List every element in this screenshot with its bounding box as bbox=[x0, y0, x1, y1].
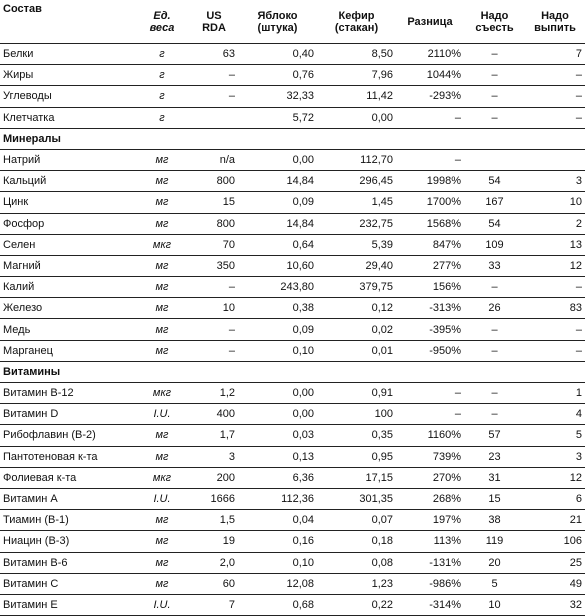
us-rda-value: – bbox=[190, 65, 238, 86]
weight-unit: мг bbox=[134, 425, 190, 446]
us-rda-value: 400 bbox=[190, 404, 238, 425]
need-drink-value: 2 bbox=[525, 213, 585, 234]
weight-unit: мг bbox=[134, 192, 190, 213]
us-rda-value: 70 bbox=[190, 234, 238, 255]
difference-value: – bbox=[396, 107, 464, 128]
weight-unit: г bbox=[134, 107, 190, 128]
need-drink-value: 5 bbox=[525, 425, 585, 446]
table-row bbox=[0, 383, 585, 404]
need-drink-value: 4 bbox=[525, 404, 585, 425]
table-row bbox=[0, 234, 585, 255]
apple-value: 10,60 bbox=[238, 255, 317, 276]
need-drink-value: – bbox=[525, 107, 585, 128]
kefir-value: 7,96 bbox=[317, 65, 396, 86]
table-row bbox=[0, 255, 585, 276]
kefir-value: 8,50 bbox=[317, 44, 396, 65]
weight-unit: I.U. bbox=[134, 488, 190, 509]
need-drink-value: 12 bbox=[525, 255, 585, 276]
kefir-value: 29,40 bbox=[317, 255, 396, 276]
nutrient-name: Витамин B-6 bbox=[0, 552, 134, 573]
need-drink-value: – bbox=[525, 319, 585, 340]
weight-unit: мг bbox=[134, 298, 190, 319]
us-rda-value: 1,2 bbox=[190, 383, 238, 404]
us-rda-value bbox=[190, 107, 238, 128]
table-row bbox=[0, 171, 585, 192]
kefir-value: 0,35 bbox=[317, 425, 396, 446]
difference-value: 270% bbox=[396, 467, 464, 488]
difference-value: 156% bbox=[396, 277, 464, 298]
need-eat-value: – bbox=[464, 65, 525, 86]
kefir-value: 11,42 bbox=[317, 86, 396, 107]
need-eat-value: 119 bbox=[464, 531, 525, 552]
apple-value: 0,40 bbox=[238, 44, 317, 65]
apple-value: 0,10 bbox=[238, 340, 317, 361]
us-rda-value: 19 bbox=[190, 531, 238, 552]
need-drink-value: 21 bbox=[525, 510, 585, 531]
apple-value: 0,64 bbox=[238, 234, 317, 255]
need-drink-value: 6 bbox=[525, 488, 585, 509]
header-weight-unit bbox=[134, 0, 190, 44]
apple-value: 0,76 bbox=[238, 65, 317, 86]
table-row bbox=[0, 425, 585, 446]
header-us-rda-line: US bbox=[206, 9, 222, 22]
kefir-value: 232,75 bbox=[317, 213, 396, 234]
need-drink-value: – bbox=[525, 86, 585, 107]
us-rda-value: 7 bbox=[190, 594, 238, 615]
need-drink-value: 83 bbox=[525, 298, 585, 319]
need-eat-value: 26 bbox=[464, 298, 525, 319]
need-eat-value: 167 bbox=[464, 192, 525, 213]
apple-value: 0,68 bbox=[238, 594, 317, 615]
us-rda-value: 3 bbox=[190, 446, 238, 467]
kefir-value: 301,35 bbox=[317, 488, 396, 509]
need-eat-value: 5 bbox=[464, 573, 525, 594]
header-need-drink bbox=[525, 0, 585, 44]
kefir-value: 296,45 bbox=[317, 171, 396, 192]
us-rda-value: n/a bbox=[190, 149, 238, 170]
table-row bbox=[0, 44, 585, 65]
nutrient-name: Фолиевая к-та bbox=[0, 467, 134, 488]
apple-value: 112,36 bbox=[238, 488, 317, 509]
table-row bbox=[0, 277, 585, 298]
weight-unit: I.U. bbox=[134, 404, 190, 425]
need-eat-value: – bbox=[464, 86, 525, 107]
header-us-rda-line: RDA bbox=[202, 21, 226, 34]
need-drink-value: 25 bbox=[525, 552, 585, 573]
need-eat-value: 20 bbox=[464, 552, 525, 573]
difference-value: 847% bbox=[396, 234, 464, 255]
difference-value: -293% bbox=[396, 86, 464, 107]
need-eat-value: 38 bbox=[464, 510, 525, 531]
table-row bbox=[0, 446, 585, 467]
difference-value: – bbox=[396, 149, 464, 170]
apple-value: 5,72 bbox=[238, 107, 317, 128]
header-weight-unit-line: веса bbox=[149, 21, 175, 34]
nutrient-name: Витамин B-12 bbox=[0, 383, 134, 404]
need-eat-value: – bbox=[464, 277, 525, 298]
apple-value: 14,84 bbox=[238, 213, 317, 234]
nutrient-name: Калий bbox=[0, 277, 134, 298]
header-kefir-line: (стакан) bbox=[334, 21, 379, 34]
header-us-rda bbox=[190, 0, 238, 44]
weight-unit: мг bbox=[134, 446, 190, 467]
header-weight-unit-line: Ед. bbox=[153, 9, 171, 22]
table-row bbox=[0, 467, 585, 488]
header-apple-line: Яблоко bbox=[257, 9, 298, 22]
need-eat-value: 23 bbox=[464, 446, 525, 467]
difference-value: 1700% bbox=[396, 192, 464, 213]
header-need-eat bbox=[464, 0, 525, 44]
kefir-value: 0,91 bbox=[317, 383, 396, 404]
apple-value: 0,13 bbox=[238, 446, 317, 467]
apple-value: 0,16 bbox=[238, 531, 317, 552]
us-rda-value: 10 bbox=[190, 298, 238, 319]
apple-value: 0,04 bbox=[238, 510, 317, 531]
need-eat-value: 31 bbox=[464, 467, 525, 488]
need-drink-value: 106 bbox=[525, 531, 585, 552]
need-eat-value bbox=[464, 149, 525, 170]
table-row bbox=[0, 404, 585, 425]
nutrient-name: Углеводы bbox=[0, 86, 134, 107]
nutrient-name: Тиамин (B-1) bbox=[0, 510, 134, 531]
apple-value: 6,36 bbox=[238, 467, 317, 488]
difference-value: 1044% bbox=[396, 65, 464, 86]
header-apple-line: (штука) bbox=[257, 21, 298, 34]
need-drink-value: 1 bbox=[525, 383, 585, 404]
difference-value: 1998% bbox=[396, 171, 464, 192]
weight-unit: мг bbox=[134, 531, 190, 552]
need-drink-value: 13 bbox=[525, 234, 585, 255]
nutrient-name: Железо bbox=[0, 298, 134, 319]
need-eat-value: 54 bbox=[464, 171, 525, 192]
need-drink-value: – bbox=[525, 340, 585, 361]
kefir-value: 0,00 bbox=[317, 107, 396, 128]
need-drink-value: 7 bbox=[525, 44, 585, 65]
nutrient-name: Витамин D bbox=[0, 404, 134, 425]
table-row bbox=[0, 594, 585, 615]
apple-value: 0,00 bbox=[238, 404, 317, 425]
difference-value: 268% bbox=[396, 488, 464, 509]
table-row bbox=[0, 298, 585, 319]
kefir-value: 0,08 bbox=[317, 552, 396, 573]
need-eat-value: – bbox=[464, 340, 525, 361]
header-need-eat-line: Надо bbox=[480, 9, 509, 22]
apple-value: 12,08 bbox=[238, 573, 317, 594]
need-drink-value: 3 bbox=[525, 171, 585, 192]
us-rda-value: 200 bbox=[190, 467, 238, 488]
us-rda-value: 63 bbox=[190, 44, 238, 65]
nutrient-name: Селен bbox=[0, 234, 134, 255]
table-row bbox=[0, 340, 585, 361]
kefir-value: 1,23 bbox=[317, 573, 396, 594]
us-rda-value: 800 bbox=[190, 171, 238, 192]
us-rda-value: 15 bbox=[190, 192, 238, 213]
us-rda-value: 350 bbox=[190, 255, 238, 276]
weight-unit: I.U. bbox=[134, 594, 190, 615]
difference-value: – bbox=[396, 383, 464, 404]
nutrient-name: Рибофлавин (B-2) bbox=[0, 425, 134, 446]
need-drink-value bbox=[525, 149, 585, 170]
nutrient-name: Витамин E bbox=[0, 594, 134, 615]
need-eat-value: 15 bbox=[464, 488, 525, 509]
difference-value: – bbox=[396, 404, 464, 425]
section-header-row bbox=[0, 128, 585, 149]
kefir-value: 100 bbox=[317, 404, 396, 425]
table-row bbox=[0, 531, 585, 552]
nutrient-name: Медь bbox=[0, 319, 134, 340]
kefir-value: 5,39 bbox=[317, 234, 396, 255]
need-eat-value: – bbox=[464, 404, 525, 425]
header-kefir bbox=[317, 0, 396, 44]
nutrient-name: Марганец bbox=[0, 340, 134, 361]
weight-unit: г bbox=[134, 44, 190, 65]
nutrient-name: Пантотеновая к-та bbox=[0, 446, 134, 467]
kefir-value: 0,12 bbox=[317, 298, 396, 319]
kefir-value: 0,01 bbox=[317, 340, 396, 361]
difference-value: 277% bbox=[396, 255, 464, 276]
nutrient-name: Кальций bbox=[0, 171, 134, 192]
difference-value: 197% bbox=[396, 510, 464, 531]
nutrient-name: Клетчатка bbox=[0, 107, 134, 128]
difference-value: -313% bbox=[396, 298, 464, 319]
need-drink-value: – bbox=[525, 277, 585, 298]
need-drink-value: 3 bbox=[525, 446, 585, 467]
header-difference bbox=[396, 0, 464, 44]
weight-unit: г bbox=[134, 86, 190, 107]
need-eat-value: – bbox=[464, 107, 525, 128]
header-composition-line: Состав bbox=[3, 3, 42, 15]
us-rda-value: 800 bbox=[190, 213, 238, 234]
difference-value: 2110% bbox=[396, 44, 464, 65]
weight-unit: мкг bbox=[134, 467, 190, 488]
apple-value: 0,09 bbox=[238, 319, 317, 340]
header-need-drink-line: выпить bbox=[534, 21, 576, 34]
table-row bbox=[0, 86, 585, 107]
weight-unit: мкг bbox=[134, 383, 190, 404]
nutrient-name: Магний bbox=[0, 255, 134, 276]
kefir-value: 112,70 bbox=[317, 149, 396, 170]
nutrient-name: Натрий bbox=[0, 149, 134, 170]
us-rda-value: – bbox=[190, 86, 238, 107]
need-drink-value: – bbox=[525, 65, 585, 86]
header-need-drink-line: Надо bbox=[541, 9, 569, 22]
us-rda-value: 60 bbox=[190, 573, 238, 594]
us-rda-value: 1,7 bbox=[190, 425, 238, 446]
difference-value: -314% bbox=[396, 594, 464, 615]
nutrient-name: Фосфор bbox=[0, 213, 134, 234]
header-composition bbox=[0, 0, 134, 44]
header-kefir-line: Кефир bbox=[338, 9, 375, 22]
table-row bbox=[0, 65, 585, 86]
apple-value: 243,80 bbox=[238, 277, 317, 298]
kefir-value: 0,18 bbox=[317, 531, 396, 552]
nutrient-name: Жиры bbox=[0, 65, 134, 86]
table-row bbox=[0, 107, 585, 128]
need-eat-value: – bbox=[464, 383, 525, 404]
weight-unit: мг bbox=[134, 171, 190, 192]
difference-value: 1568% bbox=[396, 213, 464, 234]
difference-value: 739% bbox=[396, 446, 464, 467]
table-row bbox=[0, 488, 585, 509]
weight-unit: мг bbox=[134, 573, 190, 594]
us-rda-value: – bbox=[190, 319, 238, 340]
weight-unit: мг bbox=[134, 149, 190, 170]
table-body bbox=[0, 44, 585, 616]
apple-value: 32,33 bbox=[238, 86, 317, 107]
table-row bbox=[0, 192, 585, 213]
apple-value: 14,84 bbox=[238, 171, 317, 192]
need-drink-value: 10 bbox=[525, 192, 585, 213]
difference-value: -131% bbox=[396, 552, 464, 573]
weight-unit: мг bbox=[134, 552, 190, 573]
apple-value: 0,09 bbox=[238, 192, 317, 213]
nutrient-name: Белки bbox=[0, 44, 134, 65]
kefir-value: 0,22 bbox=[317, 594, 396, 615]
weight-unit: мг bbox=[134, 213, 190, 234]
difference-value: -395% bbox=[396, 319, 464, 340]
nutrient-name: Ниацин (B-3) bbox=[0, 531, 134, 552]
weight-unit: мг bbox=[134, 340, 190, 361]
need-eat-value: 10 bbox=[464, 594, 525, 615]
weight-unit: мкг bbox=[134, 234, 190, 255]
table-row bbox=[0, 573, 585, 594]
difference-value: 1160% bbox=[396, 425, 464, 446]
weight-unit: мг bbox=[134, 510, 190, 531]
kefir-value: 0,07 bbox=[317, 510, 396, 531]
apple-value: 0,38 bbox=[238, 298, 317, 319]
kefir-value: 1,45 bbox=[317, 192, 396, 213]
weight-unit: мг bbox=[134, 255, 190, 276]
apple-value: 0,00 bbox=[238, 149, 317, 170]
need-eat-value: – bbox=[464, 44, 525, 65]
need-eat-value: 33 bbox=[464, 255, 525, 276]
need-eat-value: 109 bbox=[464, 234, 525, 255]
header-need-eat-line: съесть bbox=[475, 21, 514, 34]
kefir-value: 17,15 bbox=[317, 467, 396, 488]
us-rda-value: 1666 bbox=[190, 488, 238, 509]
difference-value: -986% bbox=[396, 573, 464, 594]
need-drink-value: 49 bbox=[525, 573, 585, 594]
table-row bbox=[0, 552, 585, 573]
apple-value: 0,00 bbox=[238, 383, 317, 404]
table-row bbox=[0, 319, 585, 340]
apple-value: 0,03 bbox=[238, 425, 317, 446]
nutrient-name: Витамин A bbox=[0, 488, 134, 509]
nutrient-name: Витамин C bbox=[0, 573, 134, 594]
table-header-row bbox=[0, 0, 585, 44]
section-title: Минералы bbox=[0, 128, 585, 149]
weight-unit: мг bbox=[134, 277, 190, 298]
weight-unit: г bbox=[134, 65, 190, 86]
kefir-value: 0,95 bbox=[317, 446, 396, 467]
section-title: Витамины bbox=[0, 361, 585, 382]
weight-unit: мг bbox=[134, 319, 190, 340]
header-apple bbox=[238, 0, 317, 44]
us-rda-value: – bbox=[190, 277, 238, 298]
apple-value: 0,10 bbox=[238, 552, 317, 573]
us-rda-value: 1,5 bbox=[190, 510, 238, 531]
need-eat-value: 54 bbox=[464, 213, 525, 234]
table-row bbox=[0, 149, 585, 170]
us-rda-value: – bbox=[190, 340, 238, 361]
table-row bbox=[0, 510, 585, 531]
difference-value: -950% bbox=[396, 340, 464, 361]
header-difference-line: Разница bbox=[407, 15, 453, 28]
need-eat-value: – bbox=[464, 319, 525, 340]
kefir-value: 379,75 bbox=[317, 277, 396, 298]
need-drink-value: 32 bbox=[525, 594, 585, 615]
need-eat-value: 57 bbox=[464, 425, 525, 446]
table-row bbox=[0, 213, 585, 234]
kefir-value: 0,02 bbox=[317, 319, 396, 340]
section-header-row bbox=[0, 361, 585, 382]
difference-value: 113% bbox=[396, 531, 464, 552]
need-drink-value: 12 bbox=[525, 467, 585, 488]
nutrient-name: Цинк bbox=[0, 192, 134, 213]
us-rda-value: 2,0 bbox=[190, 552, 238, 573]
